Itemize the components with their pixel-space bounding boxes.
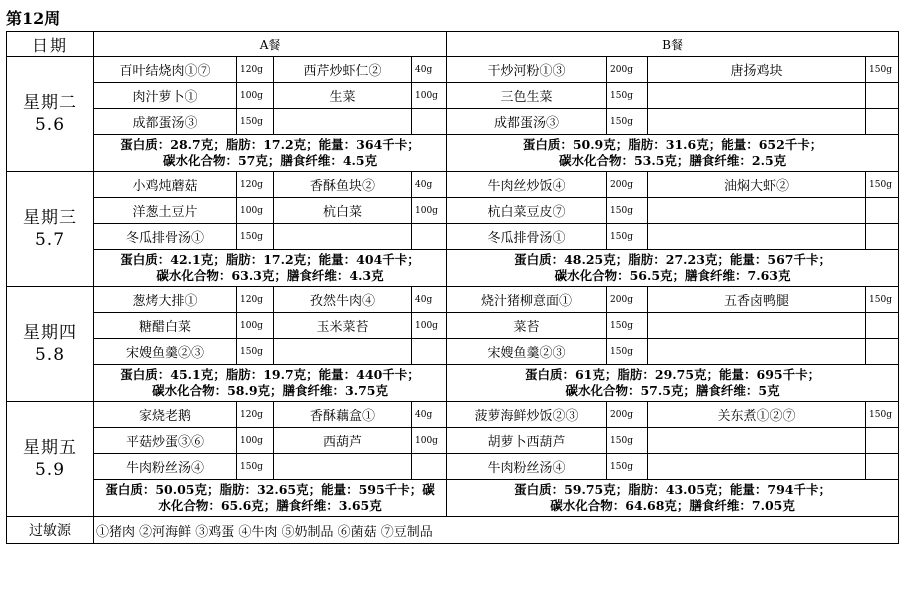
b-weight-cell: 150g bbox=[607, 83, 648, 109]
b-weight-cell: 150g bbox=[607, 339, 648, 365]
a-dish-cell: 糖醋白菜 bbox=[94, 313, 237, 339]
weekday-label: 星期四 bbox=[23, 323, 77, 343]
weekly-menu-table bbox=[6, 31, 899, 544]
a-side-weight-cell: 40g bbox=[412, 57, 447, 83]
b-side-cell: 油焖大虾② bbox=[648, 172, 866, 198]
a-weight-cell: 150g bbox=[237, 454, 274, 480]
b-dish-cell: 杭白菜豆皮⑦ bbox=[447, 198, 607, 224]
a-side-cell bbox=[274, 454, 412, 480]
a-dish-cell: 成都蛋汤③ bbox=[94, 109, 237, 135]
b-side-cell bbox=[648, 339, 866, 365]
a-side-cell bbox=[274, 339, 412, 365]
b-weight-cell: 150g bbox=[607, 109, 648, 135]
b-side-weight-cell bbox=[866, 339, 899, 365]
b-weight-cell: 200g bbox=[607, 287, 648, 313]
b-dish-cell: 宋嫂鱼羹②③ bbox=[447, 339, 607, 365]
nutrition-row bbox=[7, 250, 899, 287]
a-side-weight-cell: 40g bbox=[412, 172, 447, 198]
nutrition-b-line2: 碳水化合物：57.5克；膳食纤维：5克 bbox=[565, 383, 780, 398]
a-weight-cell: 100g bbox=[237, 198, 274, 224]
a-dish-cell: 家烧老鹅 bbox=[94, 402, 237, 428]
b-side-weight-cell bbox=[866, 313, 899, 339]
day-cell bbox=[7, 402, 94, 517]
b-side-cell bbox=[648, 83, 866, 109]
a-dish-cell: 肉汁萝卜① bbox=[94, 83, 237, 109]
page-title: 第12周 bbox=[6, 9, 61, 28]
a-weight-cell: 150g bbox=[237, 224, 274, 250]
a-weight-cell: 120g bbox=[237, 172, 274, 198]
b-dish-cell: 牛肉丝炒饭④ bbox=[447, 172, 607, 198]
b-side-cell: 关东煮①②⑦ bbox=[648, 402, 866, 428]
a-side-cell: 香酥藕盒① bbox=[274, 402, 412, 428]
a-side-cell: 玉米菜苔 bbox=[274, 313, 412, 339]
nutrition-a bbox=[94, 135, 447, 172]
b-weight-cell: 150g bbox=[607, 454, 648, 480]
a-dish-cell: 冬瓜排骨汤① bbox=[94, 224, 237, 250]
weekday-label: 星期三 bbox=[23, 208, 77, 228]
menu-row bbox=[7, 57, 899, 83]
a-weight-cell: 120g bbox=[237, 287, 274, 313]
a-side-cell: 孜然牛肉④ bbox=[274, 287, 412, 313]
b-dish-cell: 干炒河粉①③ bbox=[447, 57, 607, 83]
weekday-label: 星期五 bbox=[23, 438, 77, 458]
a-dish-cell: 牛肉粉丝汤④ bbox=[94, 454, 237, 480]
b-side-weight-cell: 150g bbox=[866, 172, 899, 198]
a-side-cell: 杭白菜 bbox=[274, 198, 412, 224]
nutrition-a-line2: 碳水化合物：57克；膳食纤维：4.5克 bbox=[162, 153, 378, 168]
b-weight-cell: 200g bbox=[607, 57, 648, 83]
nutrition-b bbox=[447, 365, 899, 402]
day-cell bbox=[7, 172, 94, 287]
allergen-label: 过敏源 bbox=[7, 517, 94, 544]
a-side-weight-cell: 100g bbox=[412, 428, 447, 454]
b-dish-cell: 菠萝海鲜炒饭②③ bbox=[447, 402, 607, 428]
a-side-weight-cell: 40g bbox=[412, 287, 447, 313]
nutrition-b-line1: 蛋白质：50.9克；脂肪：31.6克；能量：652千卡； bbox=[522, 137, 823, 152]
nutrition-b-line1: 蛋白质：61克；脂肪：29.75克；能量：695千卡； bbox=[524, 367, 821, 382]
a-side-cell bbox=[274, 224, 412, 250]
b-weight-cell: 200g bbox=[607, 172, 648, 198]
a-weight-cell: 100g bbox=[237, 428, 274, 454]
nutrition-a bbox=[94, 480, 447, 517]
meal-a-header: A餐 bbox=[94, 32, 447, 57]
menu-row bbox=[7, 339, 899, 365]
b-side-weight-cell: 150g bbox=[866, 402, 899, 428]
nutrition-b-line1: 蛋白质：59.75克；脂肪：43.05克；能量：794千卡； bbox=[514, 482, 831, 497]
nutrition-b bbox=[447, 250, 899, 287]
b-side-weight-cell bbox=[866, 224, 899, 250]
b-weight-cell: 200g bbox=[607, 402, 648, 428]
b-dish-cell: 烧汁猪柳意面① bbox=[447, 287, 607, 313]
a-side-weight-cell bbox=[412, 109, 447, 135]
nutrition-b-line1: 蛋白质：48.25克；脂肪：27.23克；能量：567千卡； bbox=[514, 252, 831, 267]
date-label: 5.6 bbox=[34, 115, 66, 135]
nutrition-a-line1: 蛋白质：50.05克；脂肪：32.65克；能量：595千卡；碳 bbox=[105, 482, 435, 497]
a-dish-cell: 洋葱土豆片 bbox=[94, 198, 237, 224]
a-side-weight-cell bbox=[412, 224, 447, 250]
b-side-weight-cell bbox=[866, 454, 899, 480]
a-side-cell: 西芹炒虾仁② bbox=[274, 57, 412, 83]
b-side-weight-cell bbox=[866, 109, 899, 135]
b-side-weight-cell: 150g bbox=[866, 57, 899, 83]
a-side-weight-cell bbox=[412, 454, 447, 480]
b-side-cell bbox=[648, 454, 866, 480]
date-label: 5.8 bbox=[34, 345, 66, 365]
menu-row bbox=[7, 172, 899, 198]
a-weight-cell: 120g bbox=[237, 402, 274, 428]
b-side-cell bbox=[648, 313, 866, 339]
a-side-weight-cell bbox=[412, 339, 447, 365]
b-dish-cell: 菜苔 bbox=[447, 313, 607, 339]
header-row bbox=[7, 32, 899, 57]
b-side-weight-cell bbox=[866, 428, 899, 454]
nutrition-b-line2: 碳水化合物：56.5克；膳食纤维：7.63克 bbox=[554, 268, 791, 283]
a-weight-cell: 150g bbox=[237, 109, 274, 135]
nutrition-a-line2: 水化合物：65.6克；膳食纤维：3.65克 bbox=[158, 498, 382, 513]
nutrition-a bbox=[94, 250, 447, 287]
menu-row bbox=[7, 224, 899, 250]
menu-row bbox=[7, 402, 899, 428]
nutrition-b bbox=[447, 480, 899, 517]
nutrition-b bbox=[447, 135, 899, 172]
a-dish-cell: 百叶结烧肉①⑦ bbox=[94, 57, 237, 83]
menu-row bbox=[7, 109, 899, 135]
b-weight-cell: 150g bbox=[607, 428, 648, 454]
a-side-weight-cell: 100g bbox=[412, 198, 447, 224]
b-side-cell bbox=[648, 224, 866, 250]
a-dish-cell: 小鸡炖蘑菇 bbox=[94, 172, 237, 198]
menu-row bbox=[7, 83, 899, 109]
b-dish-cell: 三色生菜 bbox=[447, 83, 607, 109]
menu-row bbox=[7, 198, 899, 224]
day-cell bbox=[7, 287, 94, 402]
menu-row bbox=[7, 428, 899, 454]
a-dish-cell: 宋嫂鱼羹②③ bbox=[94, 339, 237, 365]
b-dish-cell: 成都蛋汤③ bbox=[447, 109, 607, 135]
nutrition-b-line2: 碳水化合物：53.5克；膳食纤维：2.5克 bbox=[558, 153, 787, 168]
menu-row bbox=[7, 454, 899, 480]
b-side-weight-cell bbox=[866, 83, 899, 109]
date-label: 5.7 bbox=[34, 230, 66, 250]
nutrition-b-line2: 碳水化合物：64.68克；膳食纤维：7.05克 bbox=[550, 498, 795, 513]
b-side-weight-cell: 150g bbox=[866, 287, 899, 313]
meal-b-header: B餐 bbox=[447, 32, 899, 57]
a-weight-cell: 120g bbox=[237, 57, 274, 83]
b-dish-cell: 牛肉粉丝汤④ bbox=[447, 454, 607, 480]
b-side-cell bbox=[648, 109, 866, 135]
nutrition-a-line1: 蛋白质：28.7克；脂肪：17.2克；能量：364千卡； bbox=[120, 137, 420, 152]
b-side-weight-cell bbox=[866, 198, 899, 224]
b-side-cell: 五香卤鸭腿 bbox=[648, 287, 866, 313]
weekday-label: 星期二 bbox=[23, 93, 77, 113]
b-weight-cell: 150g bbox=[607, 313, 648, 339]
nutrition-a-line2: 碳水化合物：63.3克；膳食纤维：4.3克 bbox=[156, 268, 384, 283]
a-weight-cell: 100g bbox=[237, 313, 274, 339]
date-header: 日期 bbox=[7, 32, 94, 57]
a-side-cell: 西葫芦 bbox=[274, 428, 412, 454]
b-dish-cell: 冬瓜排骨汤① bbox=[447, 224, 607, 250]
nutrition-a-line1: 蛋白质：45.1克；脂肪：19.7克；能量：440千卡； bbox=[120, 367, 420, 382]
a-side-weight-cell: 100g bbox=[412, 83, 447, 109]
b-side-cell bbox=[648, 198, 866, 224]
a-dish-cell: 平菇炒蛋③⑥ bbox=[94, 428, 237, 454]
allergen-row bbox=[7, 517, 899, 544]
b-side-cell: 唐扬鸡块 bbox=[648, 57, 866, 83]
b-weight-cell: 150g bbox=[607, 224, 648, 250]
nutrition-a-line2: 碳水化合物：58.9克；膳食纤维：3.75克 bbox=[152, 383, 388, 398]
day-cell bbox=[7, 57, 94, 172]
allergen-legend: ①猪肉 ②河海鲜 ③鸡蛋 ④牛肉 ⑤奶制品 ⑥菌菇 ⑦豆制品 bbox=[94, 517, 899, 544]
date-label: 5.9 bbox=[34, 460, 66, 480]
b-weight-cell: 150g bbox=[607, 198, 648, 224]
nutrition-row bbox=[7, 365, 899, 402]
a-side-cell: 香酥鱼块② bbox=[274, 172, 412, 198]
b-dish-cell: 胡萝卜西葫芦 bbox=[447, 428, 607, 454]
a-side-weight-cell: 40g bbox=[412, 402, 447, 428]
nutrition-a-line1: 蛋白质：42.1克；脂肪：17.2克；能量：404千卡； bbox=[120, 252, 420, 267]
a-side-cell bbox=[274, 109, 412, 135]
menu-row bbox=[7, 313, 899, 339]
a-dish-cell: 葱烤大排① bbox=[94, 287, 237, 313]
nutrition-row bbox=[7, 480, 899, 517]
b-side-cell bbox=[648, 428, 866, 454]
a-side-cell: 生菜 bbox=[274, 83, 412, 109]
nutrition-row bbox=[7, 135, 899, 172]
menu-row bbox=[7, 287, 899, 313]
nutrition-a bbox=[94, 365, 447, 402]
a-weight-cell: 150g bbox=[237, 339, 274, 365]
a-weight-cell: 100g bbox=[237, 83, 274, 109]
a-side-weight-cell: 100g bbox=[412, 313, 447, 339]
